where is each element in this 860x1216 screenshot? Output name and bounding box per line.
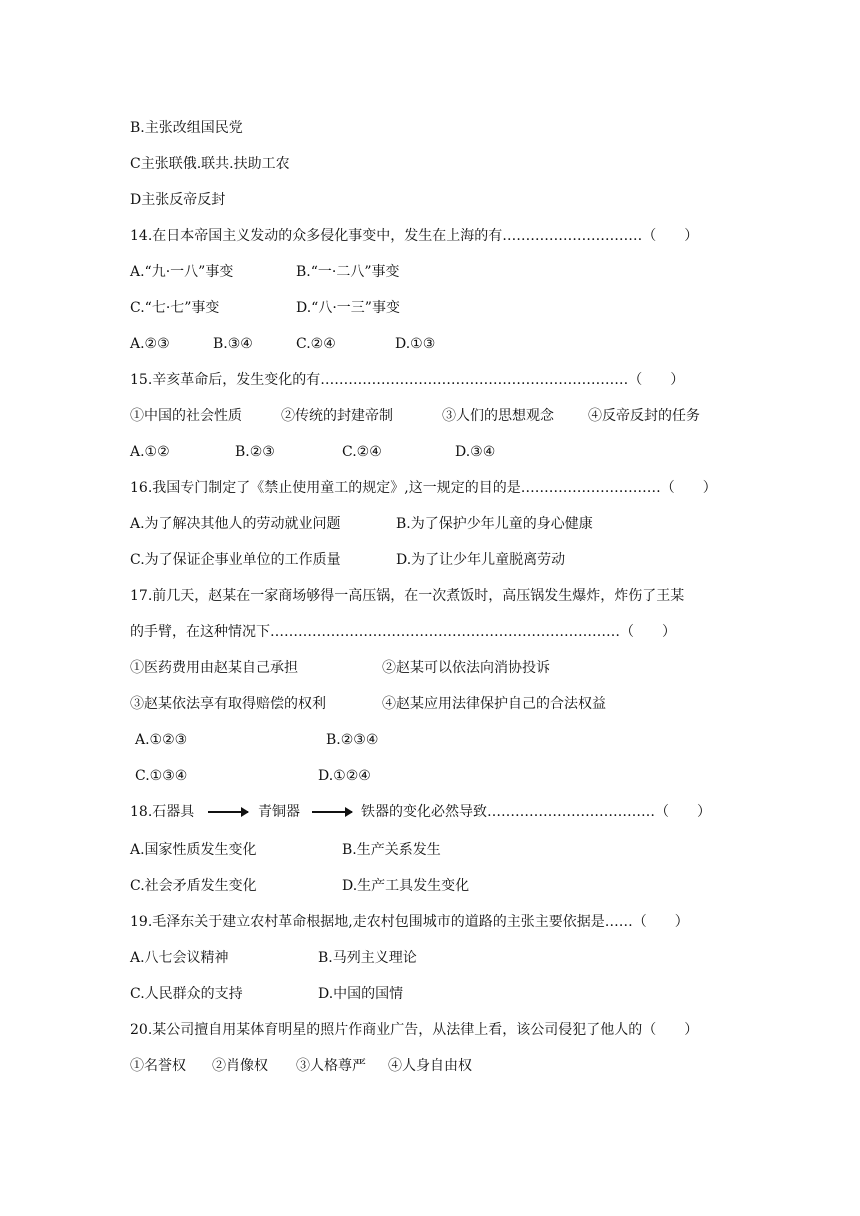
answer-b: B.②③④ [326,732,379,748]
statement-3: ③人们的思想观念 [442,408,554,424]
statement-4: ④人身自由权 [388,1058,472,1074]
question-text: 16.我国专门制定了《禁止使用童工的规定》,这一规定的目的是…………………………（ ） [130,480,717,496]
option-a: A.为了解决其他人的劳动就业问题 [130,516,341,532]
option-d: D.中国的国情 [318,986,404,1002]
option-d: D.生产工具发生变化 [342,878,470,894]
option-c: C.社会矛盾发生变化 [130,878,257,894]
option-b: B.为了保护少年儿童的身心健康 [396,516,593,532]
option-d: D.为了让少年儿童脱离劳动 [396,552,566,568]
statement-2: ②传统的封建帝制 [281,408,393,424]
right-arrow-icon [312,811,352,813]
option-b: B.马列主义理论 [318,950,417,966]
answer-a: A.②③ [130,336,170,352]
option-a: A.国家性质发生变化 [130,842,257,858]
option-text: C主张联俄.联共.扶助工农 [130,156,290,172]
statement-2: ②赵某可以依法向消协投诉 [382,660,550,676]
answer-a: A.①②③ [135,732,188,748]
question-text: 20.某公司擅自用某体育明星的照片作商业广告，从法律上看，该公司侵犯了他人的（ ） [130,1022,699,1038]
answer-d: D.①②④ [318,768,371,784]
statement-2: ②肖像权 [212,1058,268,1074]
question-text: 15.辛亥革命后，发生变化的有…………………………………………………………（ ） [130,372,685,388]
statement-4: ④反帝反封的任务 [588,408,700,424]
option-text: D主张反帝反封 [130,192,226,208]
answer-d: D.③④ [455,444,496,460]
question-text-mid: 青铜器 [258,804,300,820]
statement-1: ①医药费用由赵某自己承担 [130,660,298,676]
question-text: 14.在日本帝国主义发动的众多侵化事变中，发生在上海的有…………………………（ ） [130,228,699,244]
question-text: 的手臂，在这种情况下…………………………………………………………………（ ） [130,624,676,640]
answer-c: C.②④ [296,336,336,352]
option-b: B.生产关系发生 [342,842,441,858]
statement-3: ③人格尊严 [296,1058,366,1074]
option-c: C.人民群众的支持 [130,986,243,1002]
option-text: B.主张改组国民党 [130,120,243,136]
option-c: C.为了保证企事业单位的工作质量 [130,552,341,568]
question-text: 17.前几天，赵某在一家商场够得一高压锅，在一次煮饭时，高压锅发生爆炸，炸伤了王某 [130,588,685,604]
statement-1: ①名誉权 [130,1058,186,1074]
answer-b: B.②③ [235,444,275,460]
option-d: D.“八·一三”事变 [296,300,400,316]
statement-3: ③赵某依法享有取得赔偿的权利 [130,696,326,712]
answer-c: C.②④ [342,444,382,460]
answer-b: B.③④ [213,336,253,352]
question-text: 19.毛泽东关于建立农村革命根据地,走农村包围城市的道路的主张主要依据是……（ ） [130,914,689,930]
question-text-end: 铁器的变化必然导致………………………………（ ） [361,804,711,820]
option-a: A.“九·一八”事变 [130,264,234,280]
option-c: C.“七·七”事变 [130,300,220,316]
right-arrow-icon [208,811,248,813]
statement-1: ①中国的社会性质 [130,408,242,424]
option-a: A.八七会议精神 [130,950,229,966]
question-text-start: 18.石器具 [130,804,195,820]
statement-4: ④赵某应用法律保护自己的合法权益 [382,696,606,712]
answer-c: C.①③④ [135,768,188,784]
answer-d: D.①③ [395,336,436,352]
answer-a: A.①② [130,444,170,460]
option-b: B.“一·二八”事变 [296,264,400,280]
